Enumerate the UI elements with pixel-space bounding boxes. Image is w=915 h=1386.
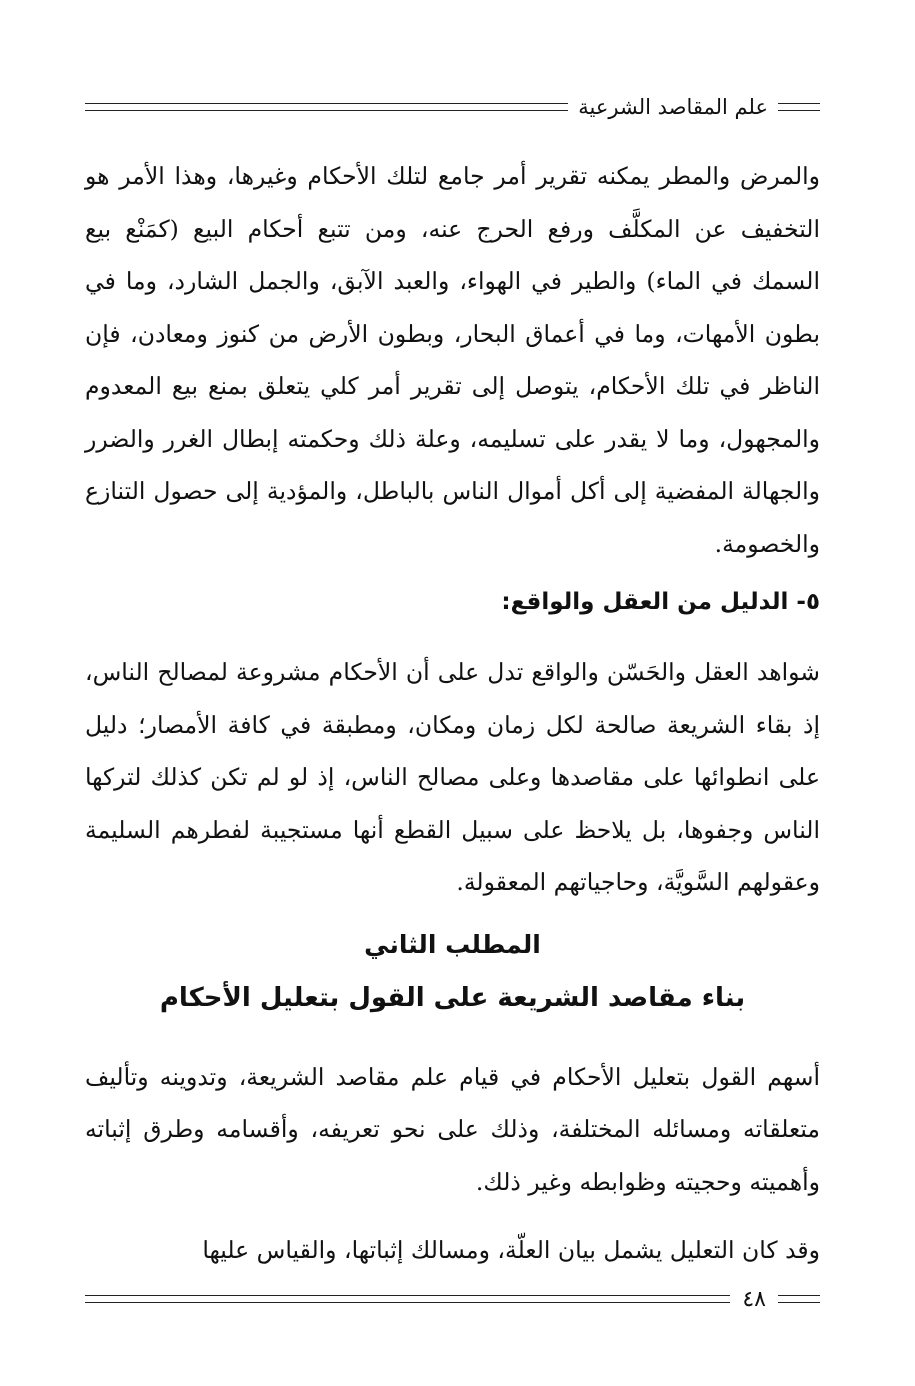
paragraph-3: أسهم القول بتعليل الأحكام في قيام علم مقاصد الشريعة، وتدوينه وتأليف متعلقاته ومسائله المختلفة، وذلك على نحو تعريفه، وأقسامه وطرق إثباته وأهميته وحجيته وظوابطه وغير ذلك. xyxy=(85,1062,820,1196)
page-content xyxy=(85,150,820,1277)
footer-rule-short xyxy=(778,1295,820,1303)
header-title: علم المقاصد الشرعية xyxy=(578,95,768,119)
header-rule-short xyxy=(778,103,820,111)
header-rule-long xyxy=(85,103,568,111)
running-header xyxy=(85,92,820,122)
paragraph-4: وقد كان التعليل يشمل بيان العلّة، ومسالك إثباتها، والقياس عليها xyxy=(202,1236,820,1264)
section-subtitle: بناء مقاصد الشريعة على القول بتعليل الأحكام xyxy=(159,982,746,1013)
paragraph-2: شواهد العقل والحَسّن والواقع تدل على أن الأحكام مشروعة لمصالح الناس، إذ بقاء الشريعة صالحة لكل زمان ومكان، ومطبقة في كافة الأمصار؛ دليل على انطوائها على مقاصدها وعلى مصالح الناس، إذ لو لم تكن كذلك لتركها الناس وجفوها، بل يلاحظ على سبيل القطع أنها مستجيبة لفطرهم السليمة وعقولهم السَّويَّة، وحاجياتهم المعقولة. xyxy=(85,658,820,896)
section-title: المطلب الثاني xyxy=(364,929,541,959)
numbered-heading: ٥- الدليل من العقل والواقع: xyxy=(501,589,820,615)
footer-rule-long xyxy=(85,1295,730,1303)
page-footer xyxy=(85,1284,820,1314)
paragraph-1: والمرض والمطر يمكنه تقرير أمر جامع لتلك الأحكام وغيرها، وهذا الأمر هو التخفيف عن المكلَّف ورفع الحرج عنه، ومن تتبع أحكام البيع (كمَنْع بيع السمك في الماء) والطير في الهواء، والعبد الآبق، والجمل الشارد، وما في بطون الأمهات، وما في أعماق البحار، وبطون الأرض من كنوز ومعادن، فإن الناظر في تلك الأحكام، يتوصل إلى تقرير أمر كلي يتعلق بمنع بيع المعدوم والمجهول، وما لا يقدر على تسليمه، وعلة ذلك وحكمته إبطال الغرر والضرر والجهالة المفضية إلى أكل أموال الناس بالباطل، والمؤدية إلى حصول التنازع والخصومة. xyxy=(85,162,820,558)
page-number: ٤٨ xyxy=(742,1286,766,1312)
